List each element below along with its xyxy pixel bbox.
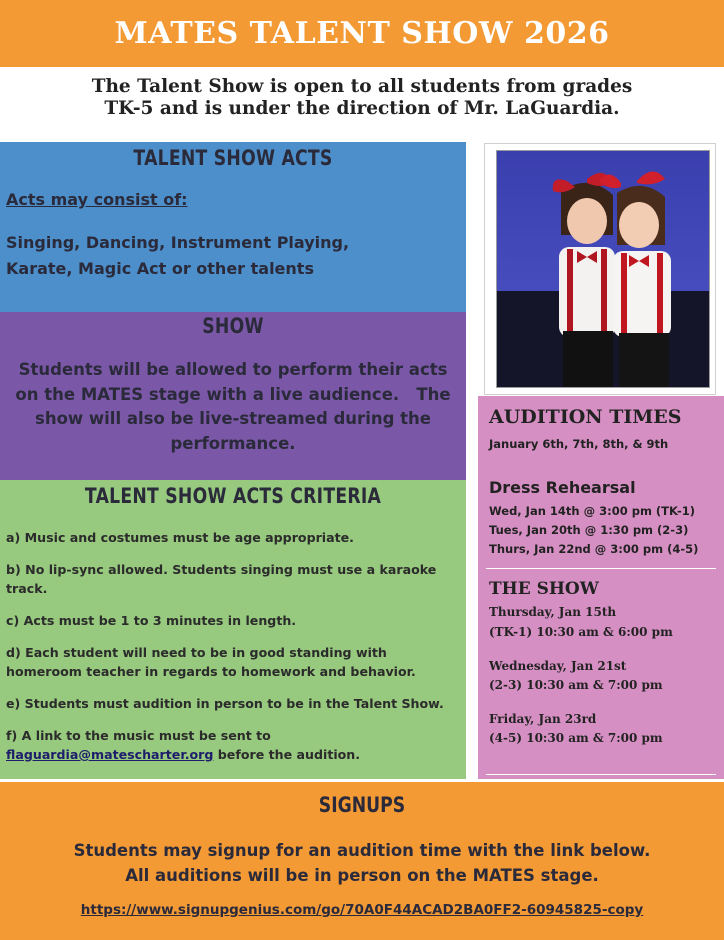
acts-subheading-text: Acts may consist of <box>6 190 182 209</box>
signups-line-2: All auditions will be in person on the MATES stage. <box>125 866 599 885</box>
show-day-1: Thursday, Jan 15th <box>489 605 617 619</box>
show-time-2: (2-3) 10:30 am & 7:00 pm <box>489 678 663 692</box>
rehearsal-heading: Dress Rehearsal <box>489 478 636 497</box>
show-day-3: Friday, Jan 23rd <box>489 712 597 726</box>
show-description <box>4 358 462 456</box>
intro-text <box>0 76 724 120</box>
criteria-item-e: e) Students must audition in person to be in the Talent Show. <box>6 696 444 711</box>
criteria-heading: TALENT SHOW ACTS CRITERIA <box>84 484 382 508</box>
show-line-4: performance. <box>170 433 296 453</box>
show-line-2: on the MATES stage with a live audience. The <box>15 384 451 404</box>
criteria-item-f <box>6 726 458 764</box>
header-banner <box>0 0 724 70</box>
acts-line-2: Karate, Magic Act or other talents <box>6 259 314 278</box>
show-line-3: show will also be live-streamed during the <box>35 409 431 428</box>
criteria-item-f-line-2 <box>6 745 458 764</box>
show-times-heading: THE SHOW <box>489 579 599 599</box>
criteria-item-f-line-1: f) A link to the music must be sent to <box>6 728 271 743</box>
criteria-item-b-line-1: b) No lip-sync allowed. Students singing must use a karaoke <box>6 562 437 577</box>
acts-list <box>6 230 456 282</box>
acts-line-1: Singing, Dancing, Instrument Playing, <box>6 233 350 252</box>
show-day-2: Wednesday, Jan 21st <box>489 659 627 673</box>
intro-line-2: TK-5 and is under the direction of Mr. LaGuardia. <box>104 98 620 119</box>
intro-line-1: The Talent Show is open to all students from grades <box>91 76 633 97</box>
email-link[interactable]: flaguardia@matescharter.org <box>6 747 214 762</box>
rehearsal-line-2: Tues, Jan 20th @ 1:30 pm (2-3) <box>489 523 689 537</box>
rehearsal-line-3: Thurs, Jan 22nd @ 3:00 pm (4-5) <box>489 542 699 556</box>
show-time-1: (TK-1) 10:30 am & 6:00 pm <box>489 625 673 639</box>
criteria-item-d-line-1: d) Each student will need to be in good standing with <box>6 645 387 660</box>
rehearsal-line-1: Wed, Jan 14th @ 3:00 pm (TK-1) <box>489 504 695 518</box>
signup-link[interactable]: https://www.signupgenius.com/go/70A0F44ACAD2BA0FF2-60945825-copy <box>80 902 644 918</box>
criteria-item-c: c) Acts must be 1 to 3 minutes in length. <box>6 613 297 628</box>
performers-photo <box>496 150 710 388</box>
criteria-item-d <box>6 643 458 681</box>
criteria-item-f-suffix: before the audition. <box>213 747 361 762</box>
performers-photo-illustration <box>497 151 710 388</box>
show-time-3: (4-5) 10:30 am & 7:00 pm <box>489 731 663 745</box>
criteria-item-a: a) Music and costumes must be age appropriate. <box>6 530 354 545</box>
page-title: MATES TALENT SHOW 2026 <box>114 16 610 51</box>
signups-text <box>0 838 724 888</box>
signups-line-1: Students may signup for an audition time with the link below. <box>73 841 651 860</box>
criteria-item-b-line-2: track. <box>6 581 48 596</box>
show-line-1: Students will be allowed to perform their acts <box>18 360 448 379</box>
audition-dates: January 6th, 7th, 8th, & 9th <box>489 437 669 451</box>
audition-divider <box>486 568 716 569</box>
criteria-item-b <box>6 560 458 598</box>
audition-heading: AUDITION TIMES <box>489 406 682 428</box>
signups-heading: SIGNUPS <box>318 793 406 817</box>
acts-subheading <box>6 190 188 209</box>
audition-divider-bottom <box>486 774 716 775</box>
show-heading: SHOW <box>202 314 264 338</box>
criteria-item-d-line-2: homeroom teacher in regards to homework and behavior. <box>6 664 416 679</box>
acts-subheading-colon: : <box>181 190 188 209</box>
acts-heading: TALENT SHOW ACTS <box>133 146 333 170</box>
